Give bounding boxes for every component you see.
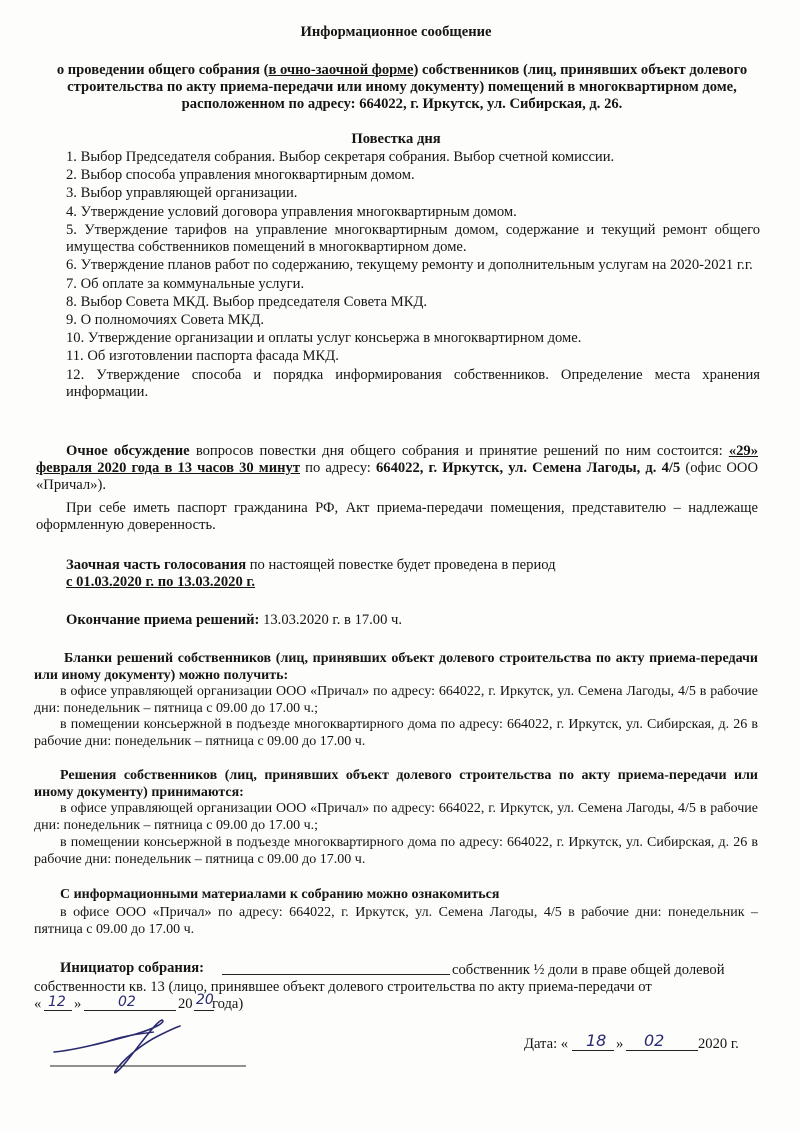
forms-place-office: в офисе управляющей организации ООО «Причал» по адресу: 664022, г. Иркутск, ул. Семена Лагоды, 4/5 в рабочие дни: понедельник – пятница с 09.00 до 17.00 ч.; <box>34 684 758 716</box>
agenda-item: 9. О полномочиях Совета МКД. <box>66 311 265 328</box>
doc-title: Информационное сообщение <box>300 24 492 40</box>
decisions-place-office: в офисе управляющей организации ООО «Причал» по адресу: 664022, г. Иркутск, ул. Семена Лагоды, 4/5 в рабочие дни: понедельник – пятница с 09.00 до 17.00 ч.; <box>34 801 758 833</box>
initiator-text-2: собственности кв. 13 (лицо, принявшее объект долевого строительства по акту приема-передачи от <box>34 979 652 995</box>
agenda-item: 10. Утверждение организации и оплаты услуг консьержа в многоквартирном доме. <box>66 330 582 347</box>
inperson-documents: При себе иметь паспорт гражданина РФ, Акт приема-передачи помещения, представителю – надлежаще оформленную доверенность. <box>36 500 758 534</box>
absentee-paragraph: Заочная часть голосования по настоящей повестке будет проведена в период с 01.03.2020 г. по 13.03.2020 г. <box>66 557 556 591</box>
agenda-item: 5. Утверждение тарифов на управление многоквартирным домом, содержание и текущий ремонт общего имущества собственников помещений в многоквартирном доме. <box>66 221 760 256</box>
initiator-name-line <box>222 974 450 975</box>
agenda-item: 6. Утверждение планов работ по содержанию, текущему ремонту и дополнительным услугам на 2020-2021 г.г. <box>66 257 753 274</box>
handwritten-sign-month: 02 <box>644 1031 665 1050</box>
forms-title: Бланки решений собственников (лиц, принявших объект долевого строительства по акту приема-передачи или иному документу) можно получить: <box>34 651 758 683</box>
handwritten-month: 02 <box>118 994 136 1010</box>
handwritten-year: 20 <box>196 992 214 1008</box>
initiator-label: Инициатор собрания: <box>60 960 204 976</box>
agenda-item: 11. Об изготовлении паспорта фасада МКД. <box>66 348 339 365</box>
agenda-item: 4. Утверждение условий договора управления многоквартирным домом. <box>66 203 517 220</box>
forms-place-concierge: в помещении консьержной в подъезде многоквартирного дома по адресу: 664022, г. Иркутск, ул. Сибирская, д. 26 в рабочие дни: понедельник – пятница с 09.00 до 17.00 ч. <box>34 717 758 749</box>
sign-date: Дата: « 18 » 02 2020 г. <box>524 1031 739 1052</box>
agenda-title: Повестка дня <box>351 131 441 147</box>
agenda-item: 8. Выбор Совета МКД. Выбор председателя Совета МКД. <box>66 293 428 310</box>
initiator-date: « 12 » 02 20 20 года) <box>34 992 244 1012</box>
deadline-paragraph: Окончание приема решений: 13.03.2020 г. в 17.00 ч. <box>66 612 403 628</box>
agenda-item: 3. Выбор управляющей организации. <box>66 185 298 202</box>
decisions-title: Решения собственников (лиц, принявших объект долевого строительства по акту приема-передачи или иному документу) принимаются: <box>34 768 758 800</box>
agenda-item: 7. Об оплате за коммунальные услуги. <box>66 275 305 292</box>
materials-title: С информационными материалами к собранию можно ознакомиться <box>60 887 500 902</box>
inperson-paragraph: Очное обсуждение вопросов повестки дня общего собрания и принятие решений по ним состоится: «29» февраля 2020 года в 13 часов 30 минут по адресу: 664022, г. Иркутск, ул. Семена Лагоды, д. 4/5 (офис ООО «Причал»). <box>36 443 758 494</box>
handwritten-sign-day: 18 <box>586 1031 607 1050</box>
handwritten-day: 12 <box>48 994 66 1010</box>
agenda-list <box>66 149 760 402</box>
agenda-item: 12. Утверждение способа и порядка информирования собственников. Определение места хранения информации. <box>66 366 760 400</box>
doc-subtitle: о проведении общего собрания (в очно-заочной форме) собственников (лиц, принявших объект долевого строительства по акту приема-передачи или иному документу) помещений в многоквартирном доме, расположенном по адресу: 664022, г. Иркутск, ул. Сибирская, д. 26. <box>56 62 748 113</box>
materials-text: в офисе ООО «Причал» по адресу: 664022, г. Иркутск, ул. Семена Лагоды, 4/5 в рабочие дни: понедельник – пятница с 09.00 до 17.00 ч. <box>34 905 758 937</box>
agenda-item: 2. Выбор способа управления многоквартирным домом. <box>66 167 415 184</box>
signature <box>46 1012 256 1082</box>
decisions-place-concierge: в помещении консьержной в подъезде многоквартирного дома по адресу: 664022, г. Иркутск, ул. Сибирская, д. 26 в рабочие дни: понедельник – пятница с 09.00 до 17.00 ч. <box>34 835 758 867</box>
agenda-item: 1. Выбор Председателя собрания. Выбор секретаря собрания. Выбор счетной комиссии. <box>66 149 615 165</box>
initiator-text-1: собственник ½ доли в праве общей долевой <box>452 962 725 978</box>
